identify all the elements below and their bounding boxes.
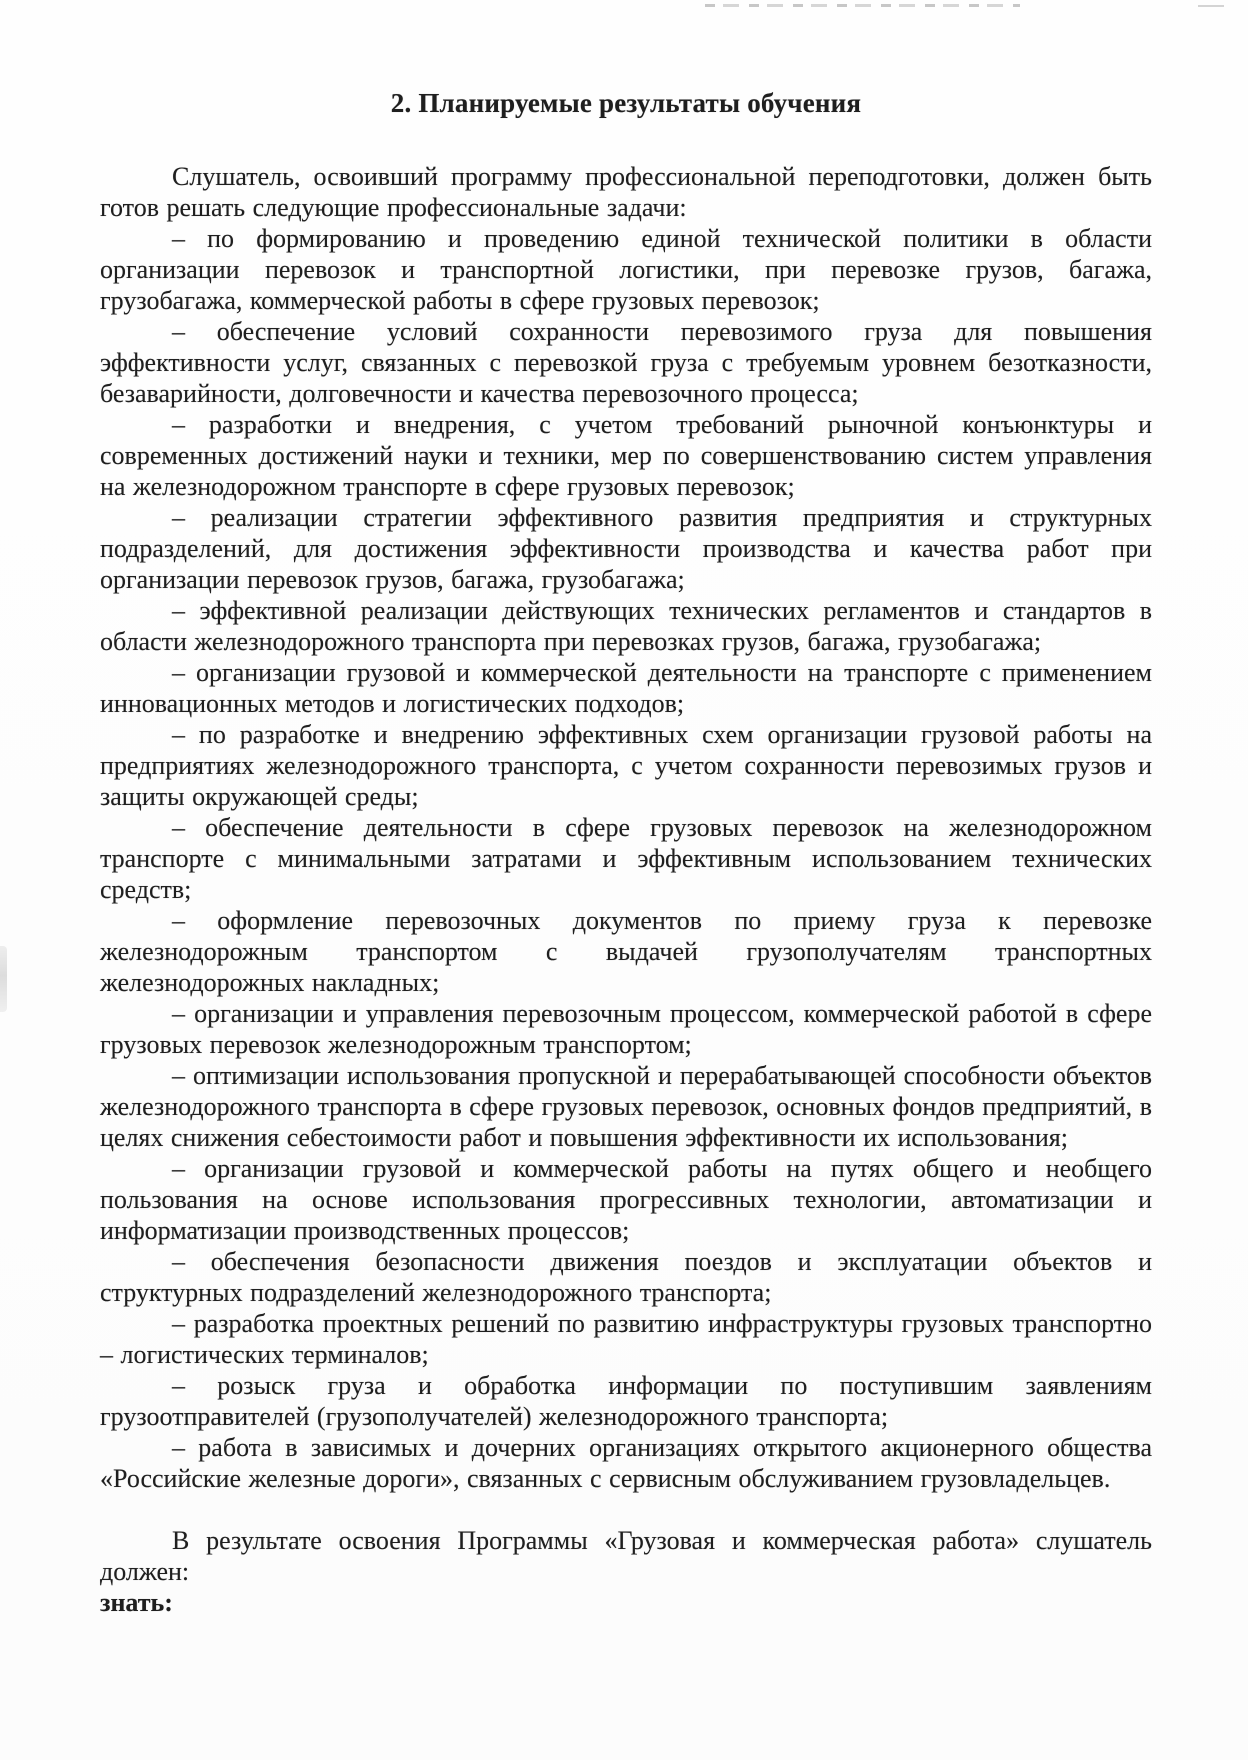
paragraph: – организации и управления перевозочным процессом, коммерческой работой в сфере грузовых перевозок железнодорожным транспортом; <box>100 999 1152 1059</box>
document-text-block <box>100 88 1152 1618</box>
paragraph: – организации грузовой и коммерческой деятельности на транспорте с применением инновационных методов и логистических подходов; <box>100 658 1152 718</box>
paragraph: – по разработке и внедрению эффективных схем организации грузовой работы на предприятиях железнодорожного транспорта, с учетом сохранности перевозимых грузов и защиты окружающей среды; <box>100 720 1152 811</box>
paragraph: – обеспечение условий сохранности перевозимого груза для повышения эффективности услуг, связанных с перевозкой груза с требуемым уровнем безотказности, безаварийности, долговечности и качества перевозочного процесса; <box>100 317 1152 408</box>
document-body <box>100 161 1152 1618</box>
scan-artifact-top-right-mark <box>1198 5 1224 7</box>
paragraph: – обеспечение деятельности в сфере грузовых перевозок на железнодорожном транспорте с минимальными затратами и эффективным использованием технических средств; <box>100 813 1152 904</box>
scan-artifact-top-dashed-line <box>705 4 1020 7</box>
paragraph: – разработка проектных решений по развитию инфраструктуры грузовых транспортно – логистических терминалов; <box>100 1309 1152 1369</box>
scan-artifact-left-edge-smudge <box>0 946 7 1012</box>
paragraph: В результате освоения Программы «Грузовая и коммерческая работа» слушатель должен: <box>100 1526 1152 1586</box>
paragraph: – работа в зависимых и дочерних организациях открытого акционерного общества «Российские железные дороги», связанных с сервисным обслуживанием грузовладельцев. <box>100 1433 1152 1493</box>
paragraph: – реализации стратегии эффективного развития предприятия и структурных подразделений, для достижения эффективности производства и качества работ при организации перевозок грузов, багажа, грузобагажа; <box>100 503 1152 594</box>
paragraph: – оформление перевозочных документов по приему груза к перевозке железнодорожным транспортом с выдачей грузополучателям транспортных железнодорожных накладных; <box>100 906 1152 997</box>
paragraph: – оптимизации использования пропускной и перерабатывающей способности объектов железнодорожного транспорта в сфере грузовых перевозок, основных фондов предприятий, в целях снижения себестоимости работ и повышения эффективности их использования; <box>100 1061 1152 1152</box>
paragraph: – по формированию и проведению единой технической политики в области организации перевозок и транспортной логистики, при перевозке грузов, багажа, грузобагажа, коммерческой работы в сфере грузовых перевозок; <box>100 224 1152 315</box>
paragraph: – обеспечения безопасности движения поездов и эксплуатации объектов и структурных подразделений железнодорожного транспорта; <box>100 1247 1152 1307</box>
section-heading: 2. Планируемые результаты обучения <box>390 88 862 118</box>
paragraph: знать: <box>100 1588 173 1617</box>
paragraph: – эффективной реализации действующих технических регламентов и стандартов в области железнодорожного транспорта при перевозках грузов, багажа, грузобагажа; <box>100 596 1152 656</box>
paragraph: Слушатель, освоивший программу профессиональной переподготовки, должен быть готов решать следующие профессиональные задачи: <box>100 162 1152 222</box>
paragraph: – разработки и внедрения, с учетом требований рыночной конъюнктуры и современных достижений науки и техники, мер по совершенствованию систем управления на железнодорожном транспорте в сфере грузовых перевозок; <box>100 410 1152 501</box>
paragraph: – розыск груза и обработка информации по поступившим заявлениям грузоотправителей (грузополучателей) железнодорожного транспорта; <box>100 1371 1152 1431</box>
paragraph: – организации грузовой и коммерческой работы на путях общего и необщего пользования на основе использования прогрессивных технологии, автоматизации и информатизации производственных процессов; <box>100 1154 1152 1245</box>
